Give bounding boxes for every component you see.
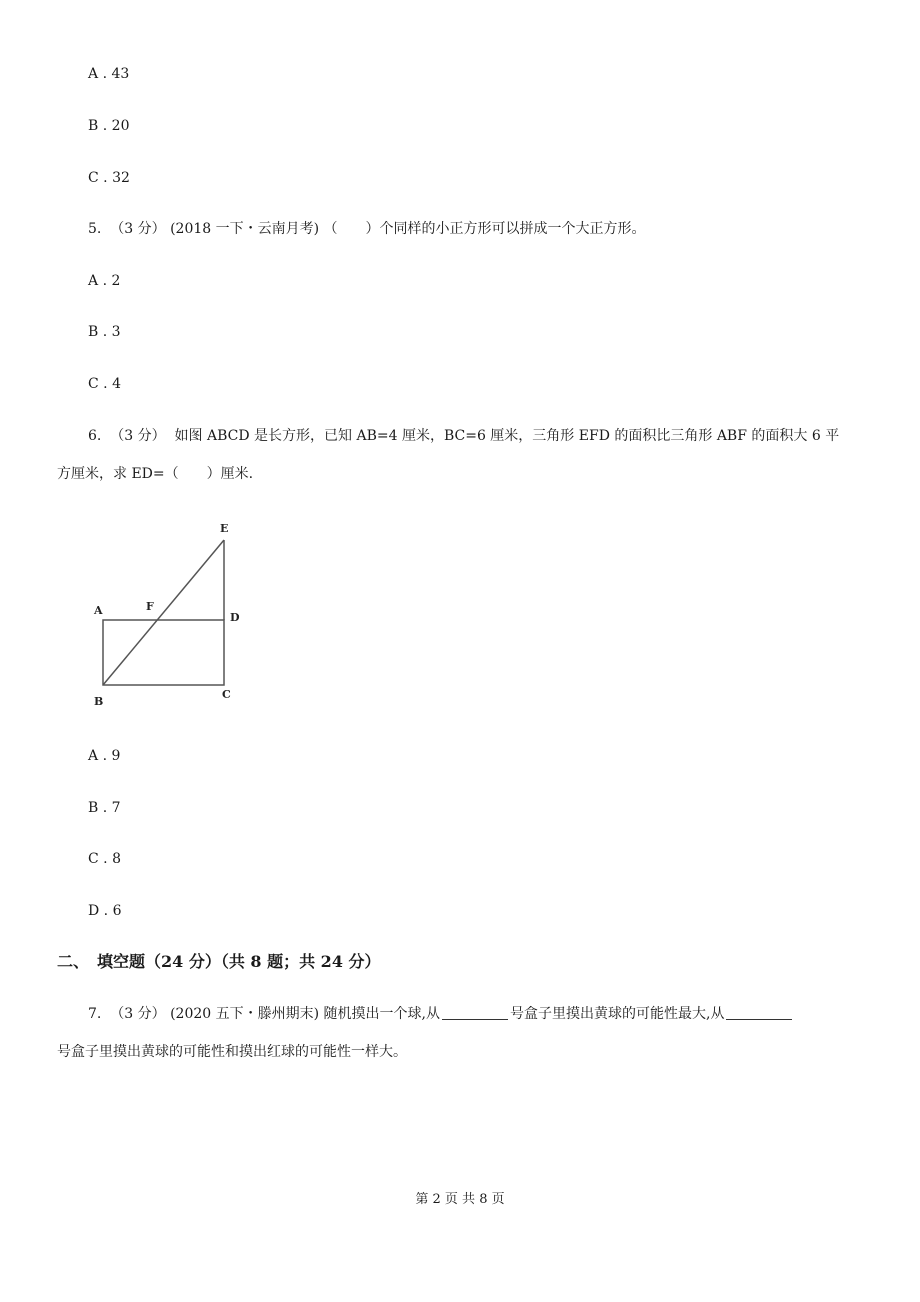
q5-option-b: B . 3 bbox=[88, 324, 121, 340]
q6-figure bbox=[90, 515, 260, 710]
answer-blank-2[interactable] bbox=[726, 1005, 792, 1020]
q4-option-c: C . 32 bbox=[88, 170, 130, 186]
question-6-line-2: 方厘米，求 ED=（ ）厘米. bbox=[57, 466, 254, 482]
question-7-line-1: 7. （3 分） (2020 五下・滕州期末) 随机摸出一个球,从 号盒子里摸出黄球的可能性最大,从 bbox=[88, 1004, 794, 1024]
q5-option-c: C . 4 bbox=[88, 376, 121, 392]
page-footer: 第 2 页 共 8 页 bbox=[415, 1192, 505, 1207]
q5-option-a: A . 2 bbox=[88, 273, 121, 289]
segment-be bbox=[103, 540, 224, 685]
q6-option-b: B . 7 bbox=[88, 800, 121, 816]
q6-option-d: D . 6 bbox=[88, 903, 122, 919]
question-6-line-1: 6. （3 分） 如图 ABCD 是长方形，已知 AB=4 厘米，BC=6 厘米，三角形 EFD 的面积比三角形 ABF 的面积大 6 平 bbox=[88, 428, 840, 444]
question-5: 5. （3 分） (2018 一下・云南月考) （ ）个同样的小正方形可以拼成一个大正方形。 bbox=[88, 221, 646, 237]
label-a: A bbox=[94, 604, 103, 617]
q6-option-a: A . 9 bbox=[88, 748, 121, 764]
question-7-line-2: 号盒子里摸出黄球的可能性和摸出红球的可能性一样大。 bbox=[57, 1044, 407, 1060]
label-d: D bbox=[230, 611, 240, 624]
q6-option-c: C . 8 bbox=[88, 851, 121, 867]
label-b: B bbox=[94, 695, 104, 708]
label-f: F bbox=[146, 600, 154, 613]
label-e: E bbox=[220, 522, 229, 535]
rectangle-abcd bbox=[103, 620, 224, 685]
label-c: C bbox=[222, 688, 231, 701]
answer-blank-1[interactable] bbox=[442, 1005, 508, 1020]
section-2-heading: 二、 填空题（24 分）（共 8 题；共 24 分） bbox=[57, 952, 381, 971]
q4-option-b: B . 20 bbox=[88, 118, 130, 134]
q4-option-a: A . 43 bbox=[88, 66, 130, 82]
